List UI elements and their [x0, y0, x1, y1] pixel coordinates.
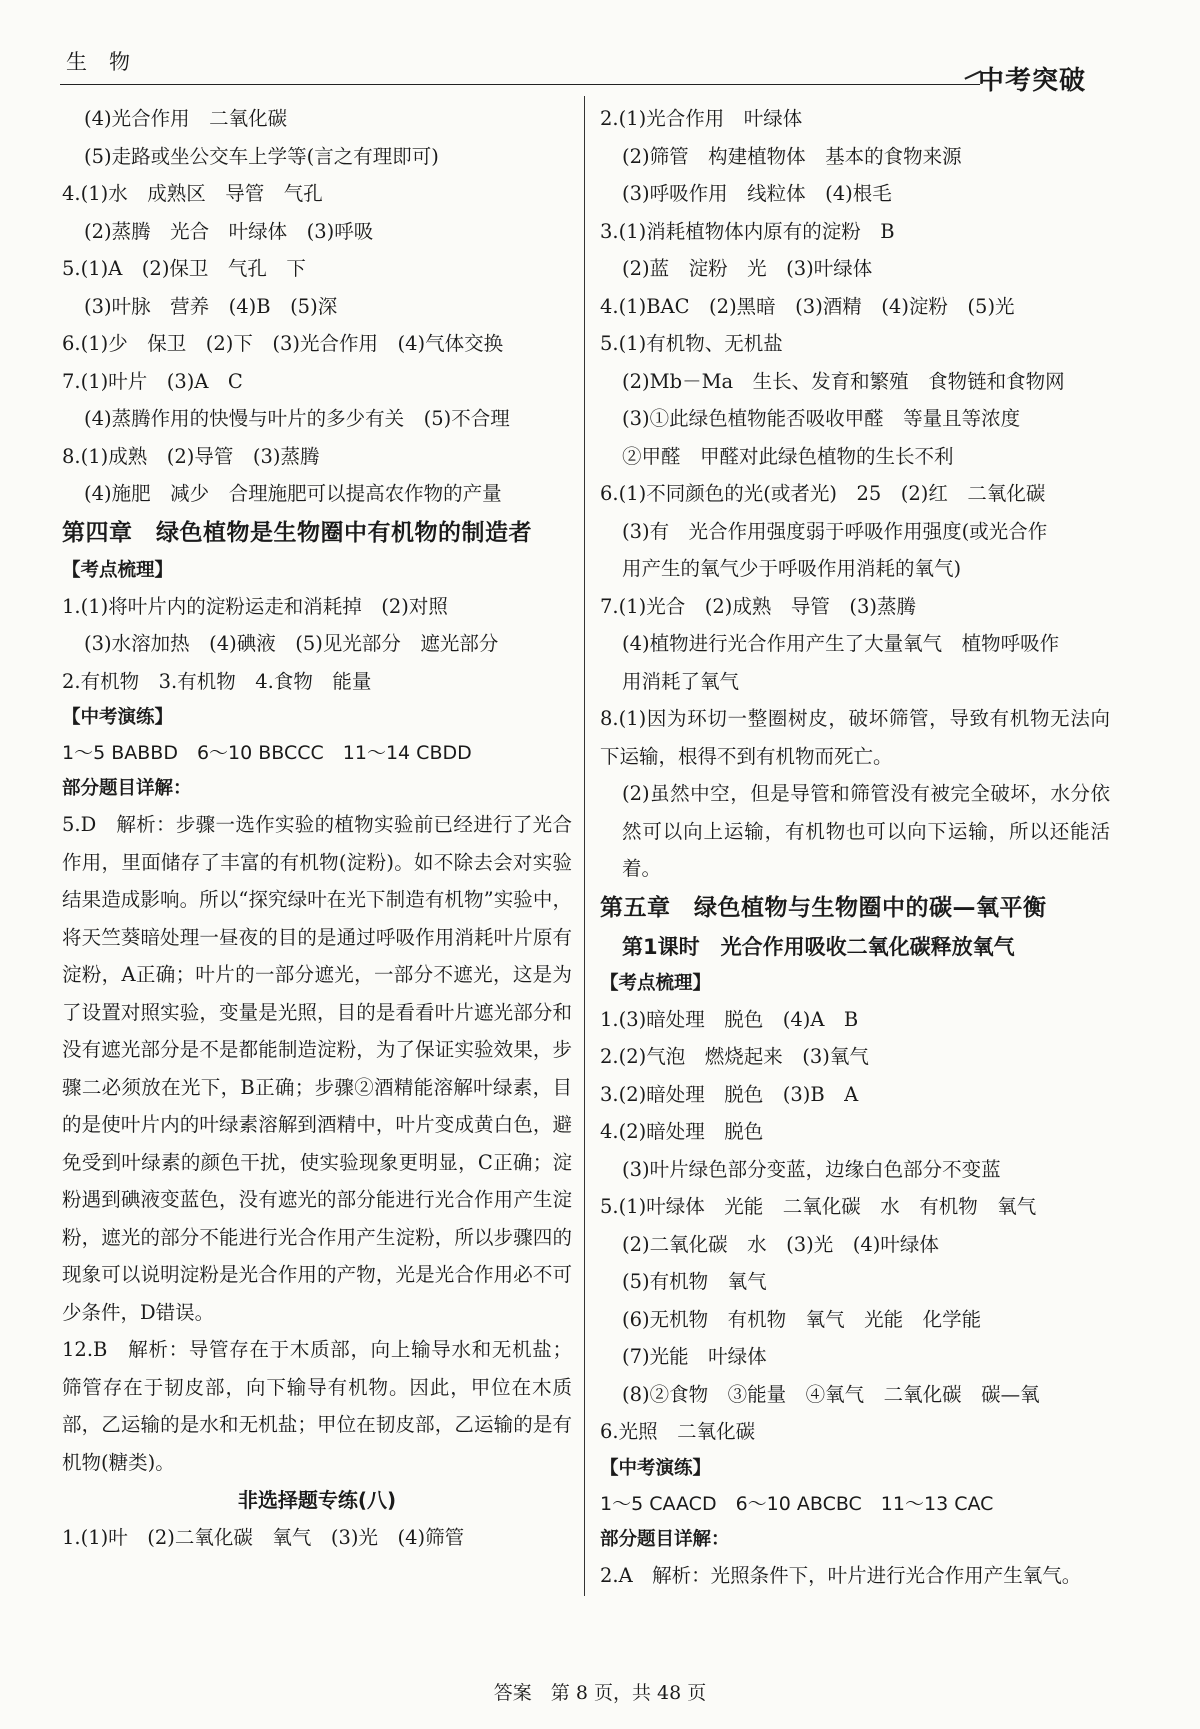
detail-title: 部分题目详解：	[600, 1528, 730, 1550]
answer-line: 5.(1)A (2)保卫 气孔 下	[62, 257, 306, 280]
page-header	[60, 38, 1100, 96]
answer-line: (2)Mb－Ma 生长、发育和繁殖 食物链和食物网	[622, 369, 1065, 393]
chapter-heading: 第四章 绿色植物是生物圈中有机物的制造者	[62, 519, 532, 546]
subject-title: 生物	[66, 50, 152, 74]
answer-line: 6.(1)不同颜色的光(或者光) 25 (2)红 二氧化碳	[600, 482, 1046, 505]
answer-line: 6.(1)少 保卫 (2)下 (3)光合作用 (4)气体交换	[62, 332, 504, 355]
left-column	[62, 100, 572, 1557]
answer-line: (4)施肥 减少 合理施肥可以提高农作物的产量	[84, 482, 502, 505]
answer-line: 2.(1)光合作用 叶绿体	[600, 107, 803, 130]
answer-line: (3)水溶加热 (4)碘液 (5)见光部分 遮光部分	[84, 632, 499, 655]
answer-line: 1.(1)将叶片内的淀粉运走和消耗掉 (2)对照	[62, 594, 448, 618]
answer-line: 7.(1)叶片 (3)A C	[62, 369, 243, 393]
answer-line: (3)①此绿色植物能否吸收甲醛 等量且等浓度	[622, 407, 1021, 430]
section-label: 【考点梳理】	[600, 972, 712, 994]
answer-line: (4)光合作用 二氧化碳	[84, 107, 288, 130]
answer-line: 4.(1)水 成熟区 导管 气孔	[62, 182, 323, 205]
answer-line: 1.(1)叶 (2)二氧化碳 氧气 (3)光 (4)筛管	[62, 1526, 465, 1549]
answer-line: 7.(1)光合 (2)成熟 导管 (3)蒸腾	[600, 594, 916, 618]
answer-line: (8)②食物 ③能量 ④氧气 二氧化碳 碳—氧	[622, 1382, 1040, 1406]
right-column	[600, 100, 1110, 1594]
explanation-12: 12.B 解析：导管存在于木质部，向上输导水和无机盐；筛管存在于韧皮部，向下输导有机物。因此，甲位在木质部，乙运输的是水和无机盐；甲位在韧皮部，乙运输的是有机物(糖类)。	[62, 1338, 572, 1474]
answer-line: (4)蒸腾作用的快慢与叶片的多少有关 (5)不合理	[84, 407, 510, 430]
answer-line: ②甲醛 甲醛对此绿色植物的生长不利	[622, 444, 954, 468]
answer-line: (6)无机物 有机物 氧气 光能 化学能	[622, 1307, 982, 1331]
answer-line: 3.(1)消耗植物体内原有的淀粉 B	[600, 219, 895, 243]
answer-line: 6.光照 二氧化碳	[600, 1420, 756, 1443]
answer-line: (2)蒸腾 光合 叶绿体 (3)呼吸	[84, 219, 374, 243]
section-label: 【考点梳理】	[62, 559, 174, 581]
answer-line: (2)二氧化碳 水 (3)光 (4)叶绿体	[622, 1232, 939, 1256]
answer-line: (7)光能 叶绿体	[622, 1345, 767, 1368]
answer-line: 1.(3)暗处理 脱色 (4)A B	[600, 1007, 859, 1031]
answer-line: 2.(2)气泡 燃烧起来 (3)氧气	[600, 1045, 869, 1068]
answer-line: 4.(2)暗处理 脱色	[600, 1120, 764, 1143]
series-logo: 中考突破	[978, 60, 1086, 97]
answer-line: (3)叶片绿色部分变蓝，边缘白色部分不变蓝	[622, 1157, 1001, 1181]
answer-8-1: 8.(1)因为环切一整圈树皮，破坏筛管，导致有机物无法向下运输，根得不到有机物而死亡。	[600, 707, 1110, 768]
answer-line: (3)叶脉 营养 (4)B (5)深	[84, 294, 338, 318]
answer-line: (2)筛管 构建植物体 基本的食物来源	[622, 144, 962, 168]
answer-line: (5)走路或坐公交车上学等(言之有理即可)	[84, 144, 439, 168]
header-rule	[60, 84, 980, 85]
column-divider	[584, 96, 585, 1596]
answer-line: 2.有机物 3.有机物 4.食物 能量	[62, 669, 372, 693]
lesson-heading: 第1课时 光合作用吸收二氧化碳释放氧气	[622, 934, 1015, 959]
answer-line: 4.(1)BAC (2)黑暗 (3)酒精 (4)淀粉 (5)光	[600, 294, 1015, 318]
answer-key: 1～5 BABBD 6～10 BBCCC 11～14 CBDD	[62, 742, 472, 764]
answer-line: 用产生的氧气少于呼吸作用消耗的氧气)	[622, 557, 962, 580]
section-label: 【中考演练】	[600, 1457, 712, 1479]
answer-line: (5)有机物 氧气	[622, 1270, 767, 1293]
answer-line: (2)蓝 淀粉 光 (3)叶绿体	[622, 257, 873, 280]
answer-line: 8.(1)成熟 (2)导管 (3)蒸腾	[62, 444, 320, 468]
answer-line: (3)呼吸作用 线粒体 (4)根毛	[622, 182, 892, 205]
answer-line: 3.(2)暗处理 脱色 (3)B A	[600, 1082, 859, 1106]
answer-key: 1～5 CAACD 6～10 ABCBC 11～13 CAC	[600, 1492, 994, 1515]
answer-line: (4)植物进行光合作用产生了大量氧气 植物呼吸作	[622, 632, 1060, 655]
explanation-5: 5.D 解析：步骤一选作实验的植物实验前已经进行了光合作用，里面储存了丰富的有机物(淀粉)。如不除去会对实验结果造成影响。所以“探究绿叶在光下制造有机物”实验中，将天竺葵暗处理一昼夜的目的是通过呼吸作用消耗叶片原有淀粉，A正确；叶片的一部分遮光，一部分不遮光，这是为了设置对照实验，变量是光照，目的是看看叶片遮光部分和没有遮光部分是不是都能制造淀粉，为了保证实验效果，步骤二必须放在光下，B正确；步骤②酒精能溶解叶绿素，目的是使叶片内的叶绿素溶解到酒精中，叶片变成黄白色，避免受到叶绿素的颜色干扰，使实验现象更明显，C正确；淀粉遇到碘液变蓝色，没有遮光的部分能进行光合作用产生淀粉，遮光的部分不能进行光合作用产生淀粉，所以步骤四的现象可以说明淀粉是光合作用的产物，光是光合作用必不可少条件，D错误。	[62, 813, 572, 1324]
detail-title: 部分题目详解：	[62, 778, 192, 799]
page-footer: 答案 第 8 页，共 48 页	[493, 1682, 707, 1704]
answer-line: 5.(1)叶绿体 光能 二氧化碳 水 有机物 氧气	[600, 1195, 1037, 1218]
explanation-2: 2.A 解析：光照条件下，叶片进行光合作用产生氧气。	[600, 1563, 1082, 1587]
section-label: 【中考演练】	[62, 707, 174, 728]
answer-line: 用消耗了氧气	[622, 669, 740, 693]
answer-line: (3)有 光合作用强度弱于呼吸作用强度(或光合作	[622, 519, 1048, 543]
answer-8-2: (2)虽然中空，但是导管和筛管没有被完全破坏，水分依然可以向上运输，有机物也可以向下运输，所以还能活着。	[622, 782, 1110, 880]
special-practice-title: 非选择题专练(八)	[237, 1488, 397, 1512]
answer-line: 5.(1)有机物、无机盐	[600, 332, 783, 355]
chapter-heading: 第五章 绿色植物与生物圈中的碳—氧平衡	[600, 894, 1047, 921]
